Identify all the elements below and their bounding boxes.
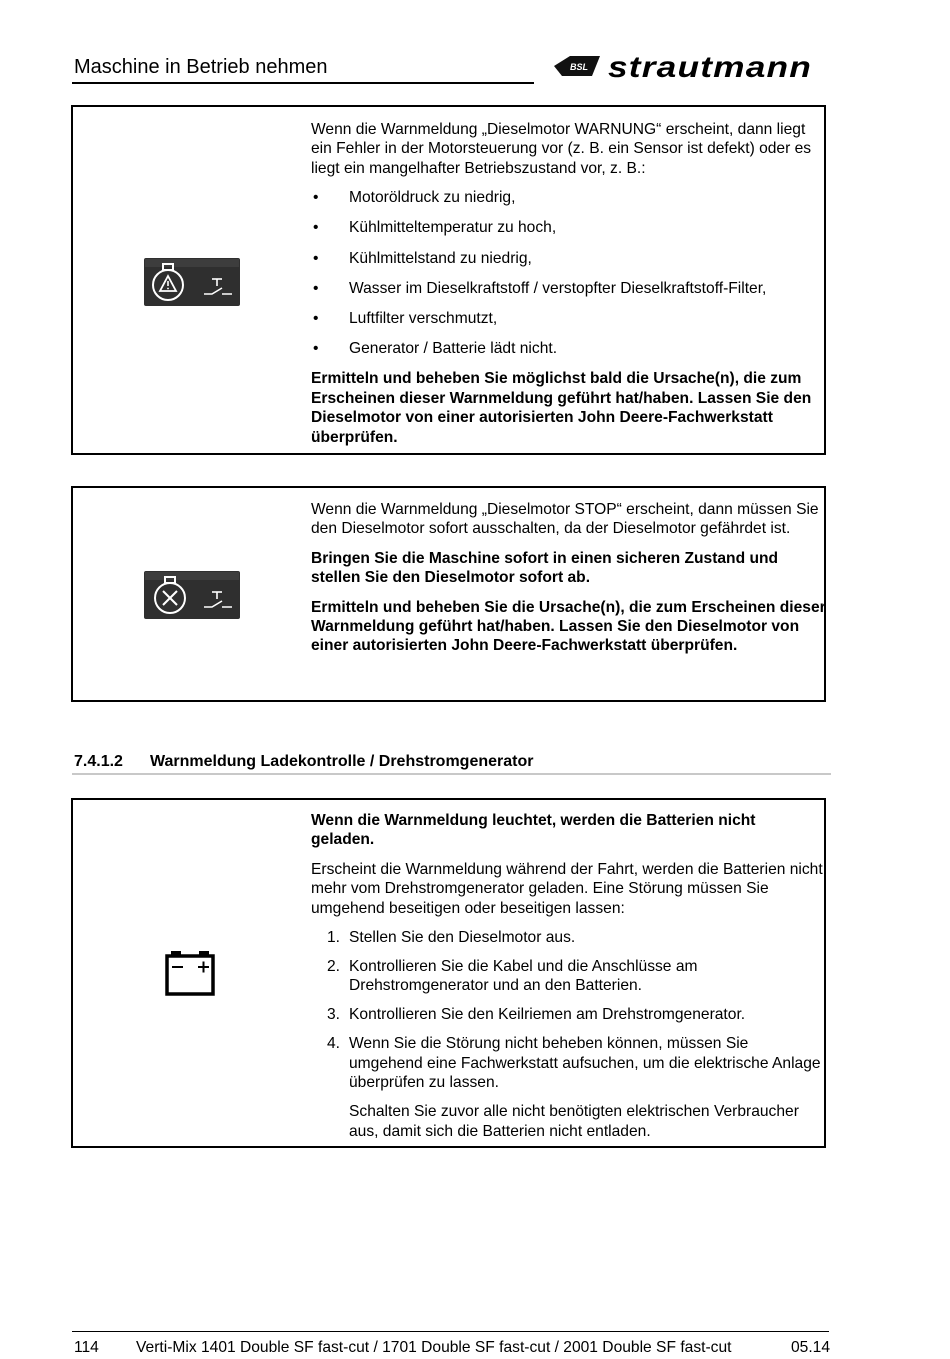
- header-rule: [72, 82, 534, 84]
- warning-intro-text: Wenn die Warnmeldung „Dieselmotor WARNUNG“ erscheint, dann liegt ein Fehler in der Motorsteuerung vor (z. B. ein Sensor ist defekt) oder es liegt ein mangelhafter Betriebszustand vor, z. B.:: [311, 121, 812, 177]
- list-item: • Luftfilter verschmutzt,: [313, 310, 498, 328]
- engine-stop-box: [71, 486, 826, 702]
- document-title: Verti-Mix 1401 Double SF fast-cut / 1701 Double SF fast-cut / 2001 Double SF fast-cut: [136, 1339, 732, 1356]
- logo-badge-text: BSL: [570, 62, 588, 72]
- engine-stop-icon: [144, 571, 240, 624]
- footer-rule: [72, 1331, 829, 1332]
- logo-wordmark: strautmann: [608, 51, 812, 82]
- engine-warning-icon: [144, 258, 240, 311]
- stop-action-text-2: Ermitteln und beheben Sie die Ursache(n), die zum Erscheinen dieser Warnmeldung geführt hat/haben. Lassen Sie den Dieselmotor von einer autorisierten John Deere-Fachwerkstatt überprüfen.: [311, 598, 826, 655]
- engine-warning-box: [71, 105, 826, 455]
- list-item: • Wasser im Dieselkraftstoff / verstopfter Dieselkraftstoff-Filter,: [313, 279, 767, 297]
- list-item: • Kühlmittelstand zu niedrig,: [313, 249, 532, 267]
- list-item: • Kühlmitteltemperatur zu hoch,: [313, 219, 557, 237]
- stop-intro-text: Wenn die Warnmeldung „Dieselmotor STOP“ erscheint, dann müssen Sie den Dieselmotor sofort ausschalten, da der Dieselmotor gefährdet ist.: [311, 501, 819, 538]
- list-item: 2. Kontrollieren Sie die Kabel und die Anschlüsse am Drehstromgenerator und an den Batterien.: [327, 958, 698, 995]
- section-title: Warnmeldung Ladekontrolle / Drehstromgenerator: [150, 753, 534, 770]
- page-number: 114: [74, 1339, 99, 1356]
- charge-heading-text: Wenn die Warnmeldung leuchtet, werden die Batterien nicht geladen.: [311, 812, 756, 849]
- strautmann-logo: [552, 50, 814, 82]
- list-item: 1. Stellen Sie den Dieselmotor aus.: [327, 929, 576, 947]
- section-number: 7.4.1.2: [74, 753, 123, 770]
- charge-warning-box: [71, 798, 826, 1148]
- charge-note-text: Schalten Sie zuvor alle nicht benötigten elektrischen Verbraucher aus, damit sich die Batterien nicht entladen.: [349, 1103, 799, 1140]
- charge-steps-list: [311, 928, 823, 1093]
- charge-intro-text: Erscheint die Warnmeldung während der Fahrt, werden die Batterien nicht mehr vom Drehstromgenerator geladen. Eine Störung müssen Sie umgehend beseitigen oder beseitigen lassen:: [311, 860, 823, 917]
- list-item: • Generator / Batterie lädt nicht.: [313, 340, 558, 358]
- page-header-title: Maschine in Betrieb nehmen: [74, 56, 328, 78]
- list-item: • Motoröldruck zu niedrig,: [313, 189, 516, 207]
- list-item: 4. Wenn Sie die Störung nicht beheben können, müssen Sie umgehend eine Fachwerkstatt aufsuchen, um die elektrische Anlage überprüfen zu lassen.: [327, 1035, 821, 1092]
- warning-action-text: Ermitteln und beheben Sie möglichst bald die Ursache(n), die zum Erscheinen dieser Warnmeldung geführt hat/haben. Lassen Sie den Dieselmotor von einer autorisierten John Deere-Fachwerkstatt überprüfen.: [311, 370, 812, 446]
- list-item: 3. Kontrollieren Sie den Keilriemen am Drehstromgenerator.: [327, 1006, 746, 1024]
- battery-icon: [165, 951, 217, 1002]
- section-heading: [74, 753, 533, 771]
- section-rule: [72, 773, 831, 775]
- stop-action-text-1: Bringen Sie die Maschine sofort in einen sicheren Zustand und stellen Sie den Dieselmotor sofort ab.: [311, 549, 779, 587]
- warning-cause-list: [311, 188, 823, 358]
- document-date: 05.14: [790, 1339, 830, 1356]
